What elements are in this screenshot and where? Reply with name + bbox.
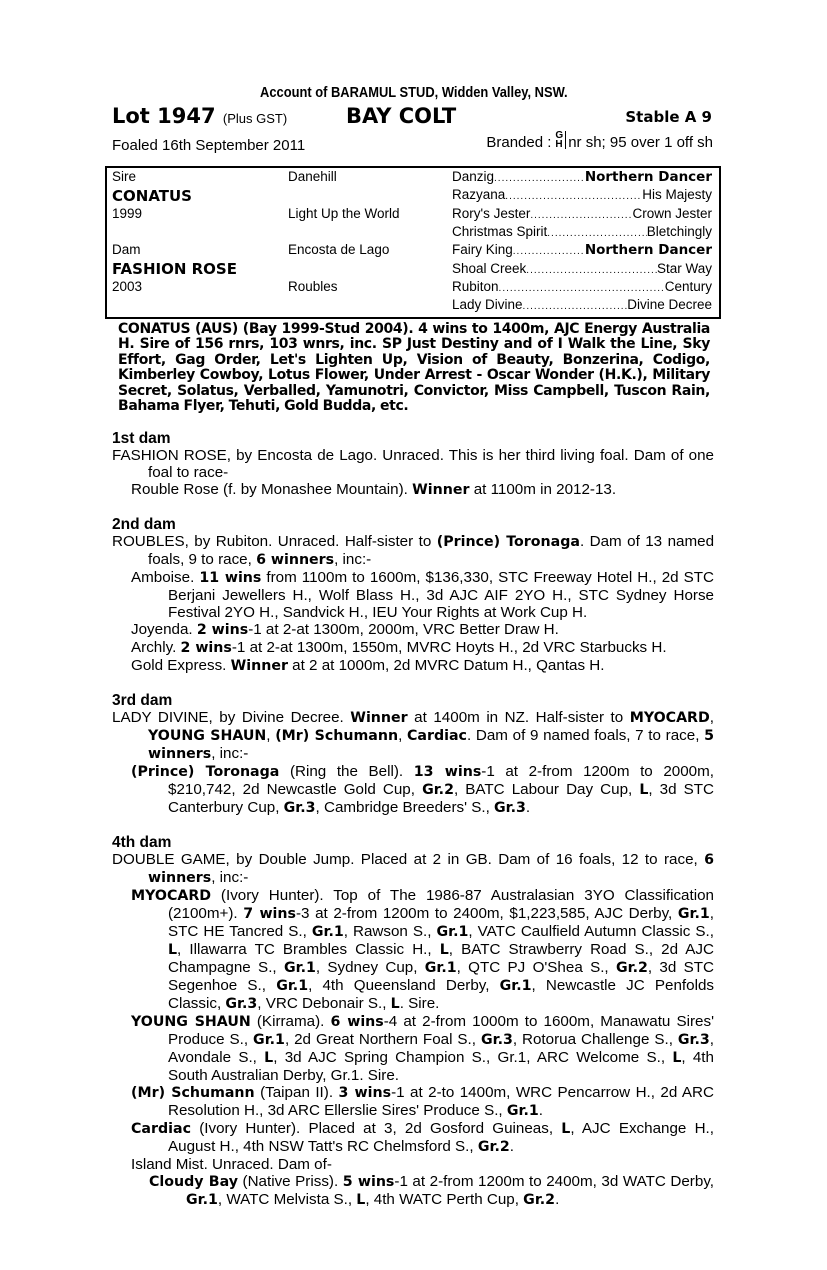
bold-text: Gr.2 [477,1139,510,1155]
bold-text: Gr.1 [436,924,469,940]
bold-text: L [390,996,400,1012]
text: from 1100m to 1600m, $136,330, STC Freeway Hotel H., 2d STC Berjani Jewellers H., Wolf Blass H., 3d AJC AIF 2YO H., STC Sydney Horse Festival 2YO H., Sandvick H., IEU Your Rights at Work Cup H. [168,569,714,621]
text: , Avondale S., [168,1031,714,1066]
text: , inc:- [334,551,372,568]
branded-info [486,131,713,151]
ancestor-row [452,223,712,241]
family-sections [112,430,714,1226]
brand-mark [555,131,566,149]
bold-text: (Prince) Toronaga [131,764,280,780]
dam-label: Dam [112,242,141,257]
text: -1 at 2-at 1300m, 1550m, MVRC Hoyts H., 2d VRC Starbucks H. [231,639,667,656]
text: at 2 at 1000m, 2d MVRC Datum H., Qantas H. [287,657,605,674]
ancestor-name: Danzig [452,169,495,184]
bold-text: Gr.2 [523,1192,556,1208]
text: Gold Express. [131,657,231,674]
foaled-date: Foaled 16th September 2011 [112,137,306,154]
dam-name: FASHION ROSE [112,260,237,278]
ancestor-row [452,205,712,223]
text: (Taipan II). [254,1084,339,1101]
text: (Ivory Hunter). Placed at 3, 2d Gosford Guineas, [191,1120,562,1137]
dam-section [112,834,714,1209]
text: -1 at 2-from 1200m to 2400m, 3d WATC Derby, [394,1173,715,1190]
ancestor-name: Fairy King [452,242,513,258]
leader-dots [547,223,646,241]
vendor-account-text: Account of BARAMUL STUD, Widden Valley, NSW. [259,84,568,101]
bold-text: YOUNG SHAUN [148,728,267,744]
dam-paragraph [112,851,714,887]
progeny-entry [131,657,714,675]
bold-text: MYOCARD [629,710,710,726]
bold-text: Gr.3 [283,800,316,816]
text: -1 at 2-to 1400m, WRC Pencarrow H., 2d ARC Resolution H., 3d ARC Ellerslie Sires' Produce S., [168,1084,714,1119]
ancestor-name: Razyana [452,187,506,203]
text: Archly. [131,639,181,656]
bold-text: Gr.1 [677,906,710,922]
stable-location: Stable A 9 [625,108,712,126]
progeny-entry [131,763,714,817]
bold-text: Gr.3 [225,996,258,1012]
text: , Rawson S., [343,923,437,940]
ancestor-name: Lady Divine [452,297,523,313]
bold-text: 5 wins [342,1174,395,1190]
bold-text: 7 wins [243,906,296,922]
ancestor-row [452,296,712,314]
ancestor-sire: Star Way [656,260,712,276]
text: , Rotorua Challenge S., [512,1031,678,1048]
leader-dots [499,278,665,296]
leader-dots [494,168,585,186]
section-heading: 1st dam [112,430,171,447]
progeny-entry [131,621,714,639]
sire-dam: Light Up the World [288,206,400,221]
bold-text: Gr.1 [283,960,316,976]
bold-text: Gr.1 [424,960,457,976]
text: , Sydney Cup, [315,959,425,976]
text: FASHION ROSE, by Encosta de Lago. Unraced. This is her third living foal. Dam of one foal to race- [112,447,714,481]
gst-note: (Plus GST) [222,111,288,126]
text: , VRC Debonair S., [257,995,391,1012]
section-heading: 4th dam [112,834,172,851]
text: . [555,1191,560,1208]
branded-label: Branded : [486,134,552,151]
text: Rouble Rose (f. by Monashee Mountain). [131,481,413,498]
section-heading: 3rd dam [112,692,173,709]
progeny-entry [131,481,714,499]
bold-text: L [639,782,649,798]
text: . [538,1102,543,1119]
dam-paragraph [112,709,714,763]
ancestor-name: Rory's Jester [452,205,531,221]
bold-text: Winner [230,658,288,674]
text: , Newcastle JC Penfolds Classic, [168,977,715,1012]
sire-label: Sire [112,169,137,184]
sire-summary: CONATUS (AUS) (Bay 1999-Stud 2004). 4 wins to 1400m, AJC Energy Australia H. Sire of 156 rnrs, 103 wnrs, inc. SP Just Destiny and of I Walk the Line, Sky Effort, Gag Order, Let's Lighten Up, Vision of Beauty, Bonzerina, Codigo, Kimberley Cowboy, Lotus Flower, Under Arrest - Oscar Wonder (H.K.), Military Secret, Solatus, Verballed, Yamunotri, Convictor, Miss Campbell, Tuscon Rain, Bahama Flyer, Tehuti, Gold Budda, etc. [118,321,710,415]
progeny-entry [131,639,714,657]
text: , 3d STC Canterbury Cup, [168,781,714,816]
text: , STC HE Tancred S., [168,905,714,940]
text: , [709,709,714,726]
text: , [398,727,407,744]
bold-text: Gr.1 [276,978,309,994]
text: , 4th South Australian Derby, Gr.1. Sire. [168,1049,714,1084]
bold-text: Cloudy Bay [149,1174,238,1190]
ancestor-row [452,260,712,278]
text: , inc:- [211,869,249,886]
bold-text: Winner [350,710,408,726]
ancestor-name: Shoal Creek [452,260,527,276]
progeny-entry [131,1084,714,1120]
text: (Kirrama). [250,1013,331,1030]
bold-text: 6 winners [256,552,335,568]
dam-section [112,692,714,817]
bold-text: Gr.2 [422,782,454,798]
bold-text: Cardiac [131,1121,191,1137]
bold-text: Winner [412,482,470,498]
leader-dots [505,186,642,204]
text: . Dam of 9 named foals, 7 to race, [466,727,705,744]
text: -4 at 2-from 1000m to 1600m, Manawatu Sires' Produce S., [168,1013,714,1048]
text: , QTC PJ O'Shea S., [456,959,616,976]
text: . Sire. [399,995,440,1012]
text: . [525,799,531,816]
bold-text: Gr.1 [253,1032,285,1048]
text: -1 at 2-at 1300m, 2000m, VRC Better Draw H. [248,621,559,638]
dam-year: 2003 [112,279,143,294]
ancestor-sire: Divine Decree [627,297,712,313]
bold-text: Gr.2 [615,960,648,976]
vendor-account [0,84,827,101]
text: . [509,1138,514,1155]
sire-sire: Danehill [288,169,337,184]
lot-header [112,104,712,130]
bold-text: Gr.1 [506,1103,539,1119]
progeny-entry [131,1013,714,1084]
bold-text: L [264,1050,274,1066]
dam-sire: Encosta de Lago [288,242,390,257]
bold-text: L [672,1050,682,1066]
text: at 1100m in 2012-13. [469,481,617,498]
dam-paragraph [112,447,714,481]
progeny-entry [131,887,715,1013]
bold-text: L [168,942,178,958]
ancestor-sire: Northern Dancer [584,169,712,185]
ancestor-row [452,186,712,204]
lot-title: BAY COLT [346,104,457,128]
bold-text: 2 wins [196,622,249,638]
progeny-entry [131,1120,714,1156]
bold-text: (Mr) Schumann [131,1085,255,1101]
leader-dots [513,241,585,259]
brand-top: G [555,130,564,141]
text: , Cambridge Breeders' S., [315,799,495,816]
text: at 1400m in NZ. Half-sister to [407,709,630,726]
text: (Ivory Hunter). Top of The 1986-87 Australasian 3YO Classification (2100m+). [168,887,714,922]
leader-dots [523,296,628,314]
bold-text: Gr.3 [677,1032,710,1048]
text: -3 at 2-from 1200m to 2400m, $1,223,585, AJC Derby, [295,905,678,922]
text: , [266,727,276,744]
ancestor-sire: Crown Jester [632,205,712,221]
text: Amboise. [131,569,200,586]
bold-text: Gr.1 [499,978,532,994]
text: , Illawarra TC Brambles Classic H., [177,941,440,958]
bold-text: 6 winners [148,852,714,886]
ancestor-sire: Northern Dancer [584,242,712,259]
ancestor-name: Rubiton [452,278,499,294]
text: Island Mist. Unraced. Dam of- [131,1156,332,1173]
text: , 4th Queensland Derby, [308,977,500,994]
branded-text: nr sh; 95 over 1 off sh [568,134,713,151]
brand-bottom: H [555,139,563,150]
bold-text: Gr.1 [311,924,344,940]
text: , inc:- [211,745,249,762]
text: (Native Priss). [237,1173,343,1190]
sire-name: CONATUS [112,187,192,205]
text: , 3d AJC Spring Champion S., Gr.1, ARC Welcome S., [273,1049,673,1066]
text: , BATC Strawberry Road S., 2d AJC Champagne S., [168,941,714,976]
dam-dam: Roubles [288,279,338,294]
dam-section [112,430,714,499]
bold-text: 5 winners [148,728,714,762]
text: Joyenda. [131,621,197,638]
pedigree-table [105,166,721,319]
bold-text: L [356,1192,366,1208]
dam-section [112,516,714,675]
bold-text: 2 wins [180,640,232,656]
bold-text: 3 wins [338,1085,392,1101]
text: , 2d Great Northern Foal S., [284,1031,481,1048]
text: -1 at 2-from 1200m to 2000m, $210,742, 2d Newcastle Gold Cup, [168,763,714,798]
bold-text: 11 wins [199,570,262,586]
ancestor-sire: His Majesty [642,187,712,203]
sire-year: 1999 [112,206,143,221]
bold-text: (Prince) Toronaga [436,534,580,550]
progeny-entry [131,1156,714,1173]
text: (Ring the Bell). [279,763,414,780]
leader-dots [526,260,657,278]
ancestor-row [452,168,712,186]
text: ROUBLES, by Rubiton. Unraced. Half-sister to [112,533,437,550]
ancestor-sire: Bletchingly [646,223,712,239]
text: , 4th WATC Perth Cup, [365,1191,524,1208]
lot-number [112,104,287,128]
section-heading: 2nd dam [112,516,176,533]
bold-text: Gr.1 [186,1192,218,1208]
bold-text: (Mr) Schumann [275,728,399,744]
dam-paragraph [112,533,715,569]
ancestor-sire: Century [664,278,712,294]
bold-text: L [439,942,449,958]
progeny-entry [131,569,714,621]
bold-text: Cardiac [406,728,467,744]
lot-label: Lot 1947 [112,104,216,128]
ancestor-name: Christmas Spirit [452,223,548,239]
text: LADY DIVINE, by Divine Decree. [112,709,351,726]
bold-text: 6 wins [330,1014,384,1030]
text: , VATC Caulfield Autumn Classic S., [468,923,714,940]
ancestor-row [452,241,712,259]
bold-text: MYOCARD [131,888,212,904]
text: , BATC Labour Day Cup, [453,781,640,798]
text: . Dam of 13 named foals, 9 to race, [148,533,715,568]
progeny-entry [149,1173,715,1209]
text: , AJC Exchange H., August H., 4th NSW Tatt's RC Chelmsford S., [168,1120,714,1155]
bold-text: Gr.3 [480,1032,513,1048]
bold-text: Gr.3 [494,800,526,816]
bold-text: L [561,1121,571,1137]
text: DOUBLE GAME, by Double Jump. Placed at 2 in GB. Dam of 16 foals, 12 to race, [112,851,705,868]
text: , 3d STC Segenhoe S., [168,959,714,994]
text: , WATC Melvista S., [217,1191,357,1208]
ancestor-row [452,278,712,296]
bold-text: YOUNG SHAUN [131,1014,251,1030]
bold-text: 13 wins [413,764,482,780]
leader-dots [530,205,632,223]
